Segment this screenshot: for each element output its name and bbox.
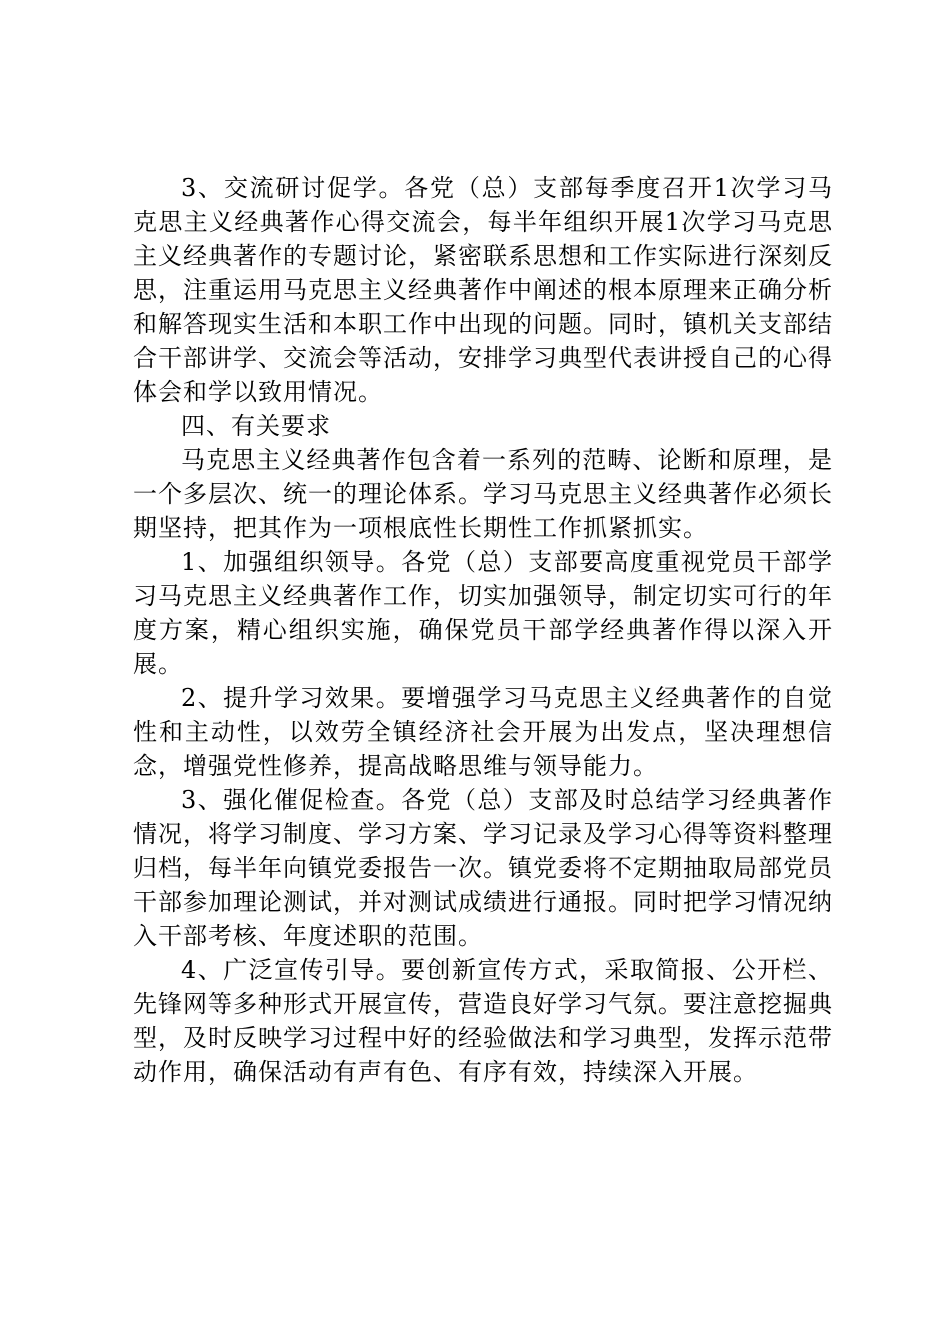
section-heading-requirements: 四、有关要求 <box>181 412 331 440</box>
paragraph-requirements-intro: 马克思主义经典著作包含着一系列的范畴、论断和原理，是一个多层次、统一的理论体系。学习马克思主义经典著作必须长期坚持，把其作为一项根底性长期性工作抓紧抓实。 <box>133 446 833 542</box>
paragraph-publicity-guidance: 4、广泛宣传引导。要创新宣传方式，采取简报、公开栏、先锋网等多种形式开展宣传，营造良好学习气氛。要注意挖掘典型，及时反映学习过程中好的经验做法和学习典型，发挥示范带动作用，确保活动有声有色、有序有效，持续深入开展。 <box>133 956 833 1086</box>
paragraph-exchange-seminar: 3、交流研讨促学。各党（总）支部每季度召开1次学习马克思主义经典著作心得交流会，每半年组织开展1次学习马克思主义经典著作的专题讨论，紧密联系思想和工作实际进行深刻反思，注重运用马克思主义经典著作中阐述的根本原理来正确分析和解答现实生活和本职工作中出现的问题。同时，镇机关支部结合干部讲学、交流会等活动，安排学习典型代表讲授自己的心得体会和学以致用情况。 <box>133 174 833 406</box>
paragraph-strengthen-leadership: 1、加强组织领导。各党（总）支部要高度重视党员干部学习马克思主义经典著作工作，切实加强领导，制定切实可行的年度方案，精心组织实施，确保党员干部学经典著作得以深入开展。 <box>133 548 833 678</box>
paragraph-supervision-inspection: 3、强化催促检查。各党（总）支部及时总结学习经典著作情况，将学习制度、学习方案、学习记录及学习心得等资料整理归档，每半年向镇党委报告一次。镇党委将不定期抽取局部党员干部参加理论测试，并对测试成绩进行通报。同时把学习情况纳入干部考核、年度述职的范围。 <box>133 786 833 950</box>
document-body <box>133 171 833 1089</box>
paragraph-improve-learning: 2、提升学习效果。要增强学习马克思主义经典著作的自觉性和主动性，以效劳全镇经济社会开展为出发点，坚决理想信念，增强党性修养，提高战略思维与领导能力。 <box>133 684 833 780</box>
